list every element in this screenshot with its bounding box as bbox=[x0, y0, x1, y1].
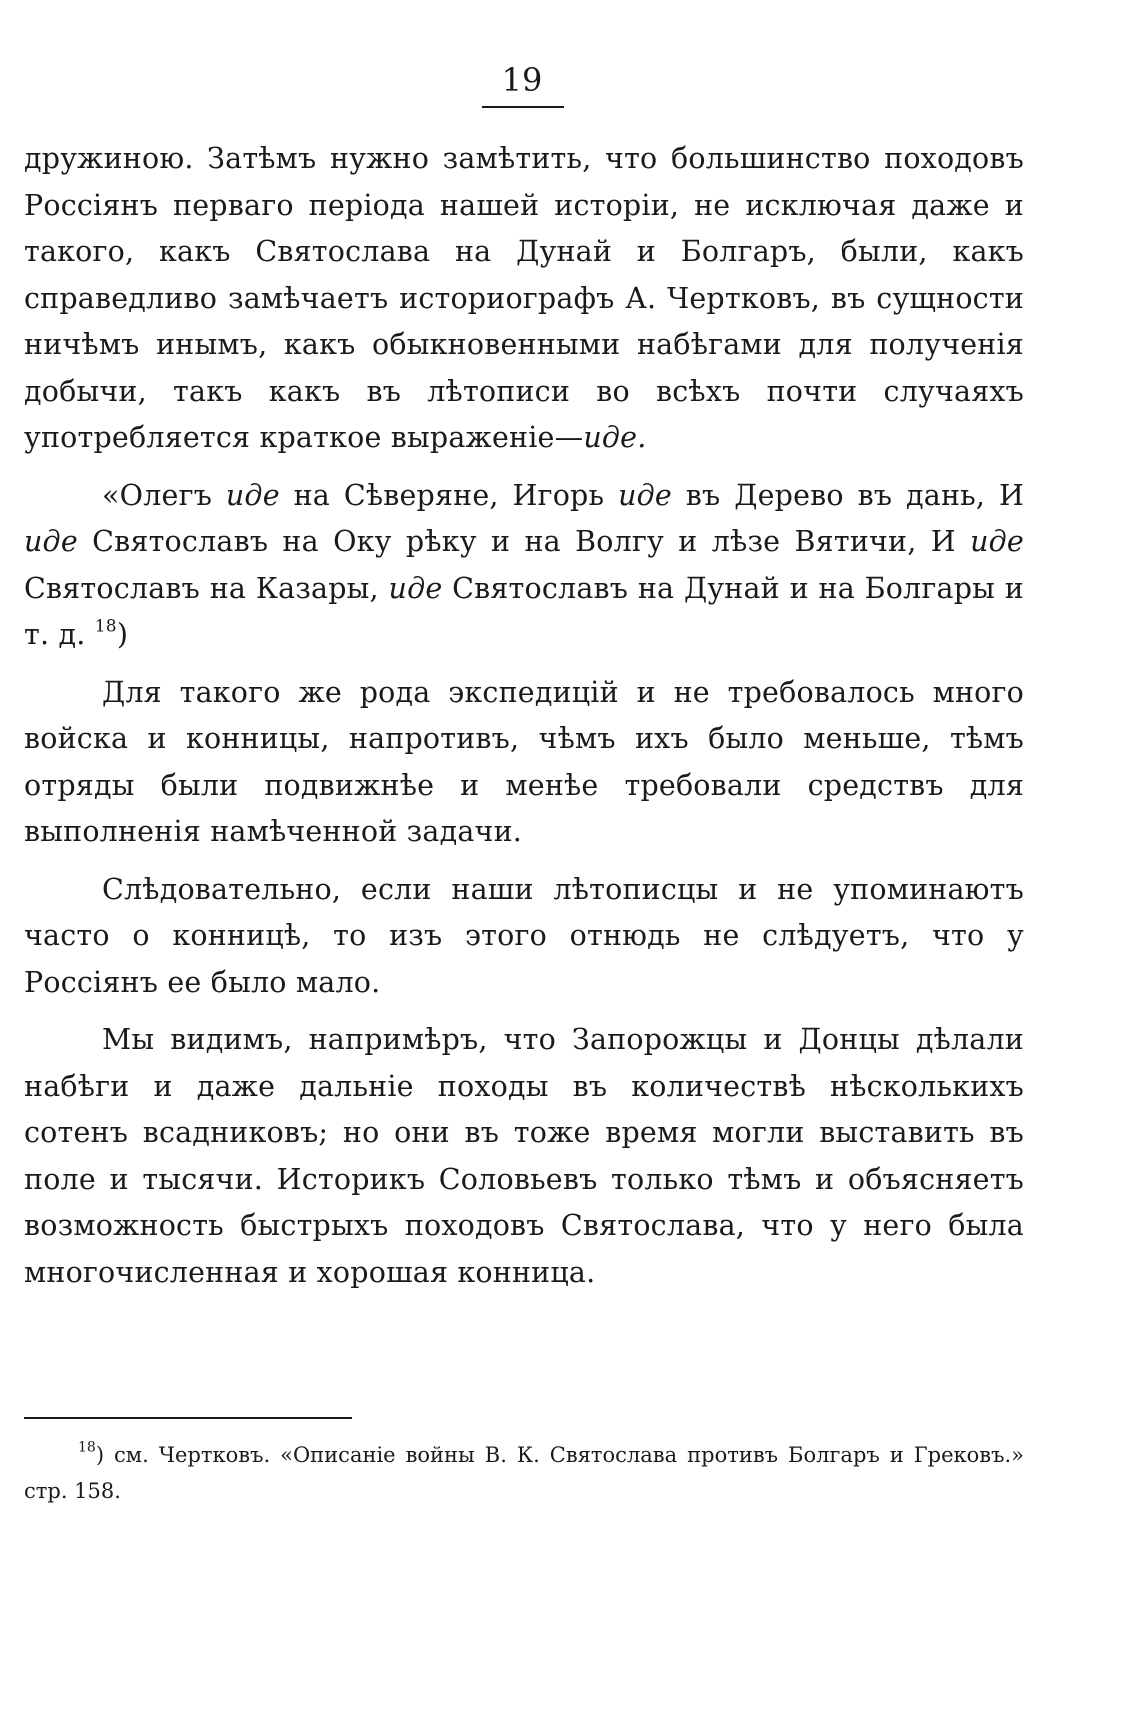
page-number: 19 bbox=[501, 61, 543, 99]
quote-text-segment: Святославъ на Оку рѣку и на Волгу и лѣзе Вятичи, И bbox=[77, 525, 971, 558]
italic-quote-word: иде bbox=[388, 571, 443, 605]
paragraph-chroniclers: Слѣдовательно, если наши лѣтописцы и не упоминаютъ часто о конницѣ, то изъ этого отнюдь не слѣдуетъ, что у Россіянъ ее было мало. bbox=[24, 872, 1024, 999]
paragraph-text: дружиною. Затѣмъ нужно замѣтить, что большинство походовъ Россіянъ перваго періода нашей исторіи, не исключая даже и такого, какъ Святослава на Дунай и Болгаръ, были, какъ справедливо замѣчаетъ историографъ А. Чертковъ, въ сущности ничѣмъ инымъ, какъ обыкновенными набѣгами для полученія добычи, такъ какъ въ лѣтописи во всѣхъ почти случаяхъ употребляется краткое выраженіе— bbox=[24, 142, 1024, 454]
body-text bbox=[24, 136, 1024, 1296]
footnote-number: 18 bbox=[78, 1439, 96, 1456]
footnote-text: ) см. Чертковъ. «Описаніе войны В. К. Святослава противъ Болгаръ и Грековъ.» стр. 158. bbox=[24, 1443, 1024, 1503]
italic-quote-word: иде bbox=[225, 478, 280, 512]
italic-quote-word: иде bbox=[618, 478, 672, 512]
italic-quote-word: иде. bbox=[583, 421, 647, 454]
quote-text-segment: «Олегъ bbox=[102, 478, 226, 512]
footnote-reference: 18 bbox=[94, 616, 117, 637]
paragraph-cossacks: Мы видимъ, напримѣръ, что Запорожцы и Донцы дѣлали набѣги и даже дальніе походы въ количествѣ нѣсколькихъ сотенъ всадниковъ; но они въ тоже время могли выставить въ поле и тысячи. Историкъ Соловьевъ только тѣмъ и объясняетъ возможность быстрыхъ походовъ Святослава, что у него была многочисленная и хорошая конница. bbox=[24, 1023, 1024, 1289]
italic-quote-word: иде bbox=[24, 525, 78, 558]
quote-text-segment: на Сѣверяне, Игорь bbox=[279, 478, 619, 512]
footnote bbox=[24, 1437, 1024, 1509]
paragraph-continuation bbox=[24, 136, 1024, 462]
quote-text-segment: Святославъ на Казары, bbox=[24, 571, 389, 605]
quote-text-segment: Святославъ на Дунай и на Болгары и т. д. bbox=[24, 571, 1024, 651]
quote-closing: ) bbox=[116, 618, 129, 651]
paragraph-chronicle-quote bbox=[24, 473, 1024, 659]
footnote-rule bbox=[24, 1417, 352, 1419]
page-number-rule bbox=[482, 106, 564, 108]
paragraph-expeditions: Для такого же рода экспедицій и не требовалось много войска и конницы, напротивъ, чѣмъ ихъ было меньше, тѣмъ отряды были подвижнѣе и менѣе требовали средствъ для выполненія намѣченной задачи. bbox=[24, 675, 1024, 848]
quote-text-segment: въ Дерево въ дань, И bbox=[671, 478, 1025, 512]
italic-quote-word: иде bbox=[970, 525, 1024, 558]
